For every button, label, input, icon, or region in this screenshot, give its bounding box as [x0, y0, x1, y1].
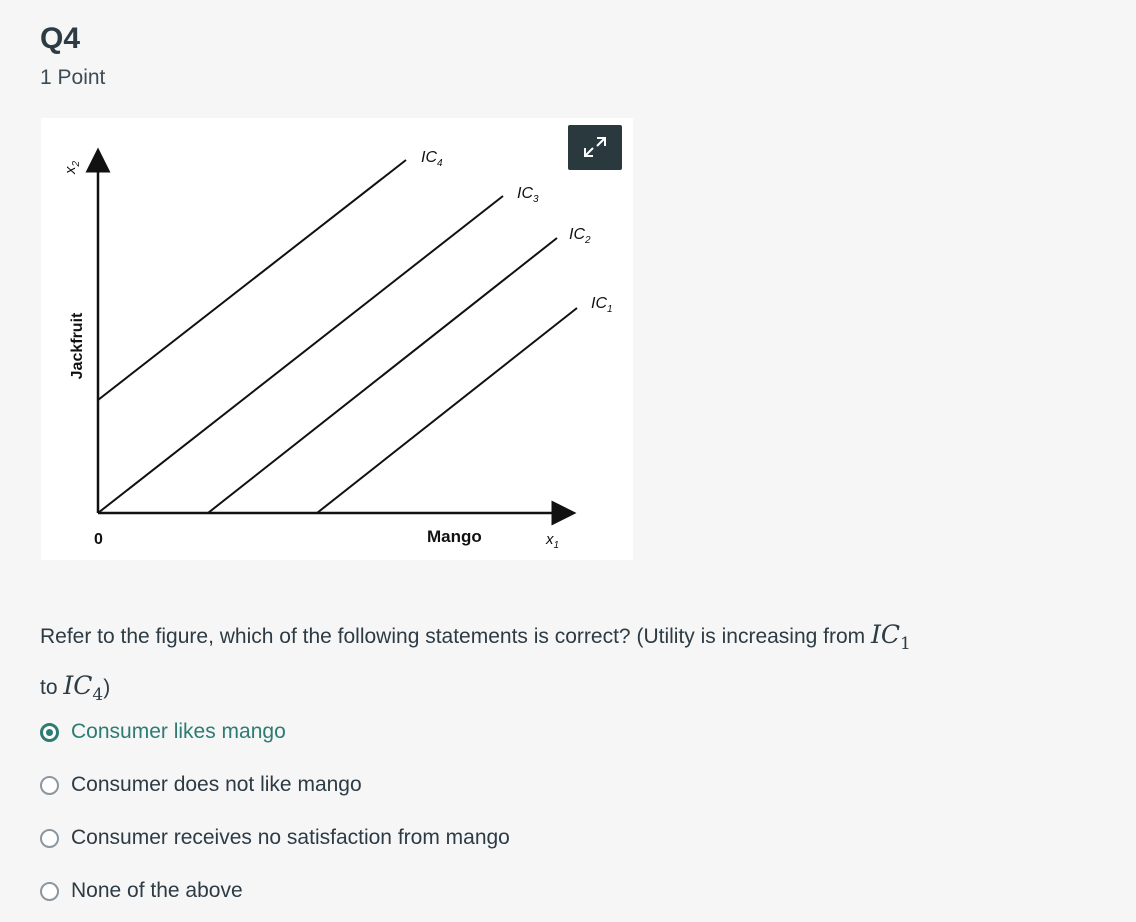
y-axis-label: Jackfruit [69, 312, 86, 380]
math-ic1: $IC_1$ [871, 620, 911, 654]
y-axis-symbol: $x_2$ [62, 160, 82, 174]
x-axis-symbol: $x_1$ [546, 531, 560, 551]
expand-image-button[interactable] [568, 125, 622, 170]
question-text-part3: ) [103, 676, 111, 699]
option-label: None of the above [71, 878, 243, 902]
option-none-of-the-above[interactable] [40, 864, 510, 917]
curve-ic2 [208, 238, 557, 513]
answer-options [40, 705, 510, 917]
option-label: Consumer likes mango [71, 719, 286, 743]
radio-selected-icon[interactable] [40, 723, 59, 742]
label-ic2: $IC_2$ [569, 226, 591, 246]
x-axis-label: Mango [427, 527, 482, 546]
radio-icon[interactable] [40, 776, 59, 795]
question-text-part1: Refer to the figure, which of the following statements is correct? (Utility is increasing from [40, 625, 871, 648]
curve-ic4 [98, 160, 406, 400]
option-no-satisfaction-from-mango[interactable] [40, 811, 510, 864]
option-consumer-does-not-like-mango[interactable] [40, 758, 510, 811]
radio-icon[interactable] [40, 882, 59, 901]
question-title: Q4 [40, 22, 81, 55]
expand-arrows-icon [583, 136, 607, 158]
question-figure [41, 118, 633, 560]
label-ic3: $IC_3$ [517, 185, 539, 205]
option-label: Consumer receives no satisfaction from mango [71, 825, 510, 849]
label-ic1: $IC_1$ [591, 295, 613, 315]
question-points: 1 Point [40, 66, 106, 89]
option-consumer-likes-mango[interactable] [40, 705, 510, 758]
curve-ic1 [317, 308, 577, 513]
label-ic4: $IC_4$ [421, 149, 443, 169]
radio-icon[interactable] [40, 829, 59, 848]
indifference-curve-graph [41, 118, 633, 560]
option-label: Consumer does not like mango [71, 772, 362, 796]
curve-ic3 [98, 196, 503, 513]
origin-label: 0 [94, 531, 103, 548]
question-text [40, 614, 1110, 716]
question-text-part2: to [40, 676, 64, 699]
math-ic4: $IC_4$ [63, 671, 104, 705]
